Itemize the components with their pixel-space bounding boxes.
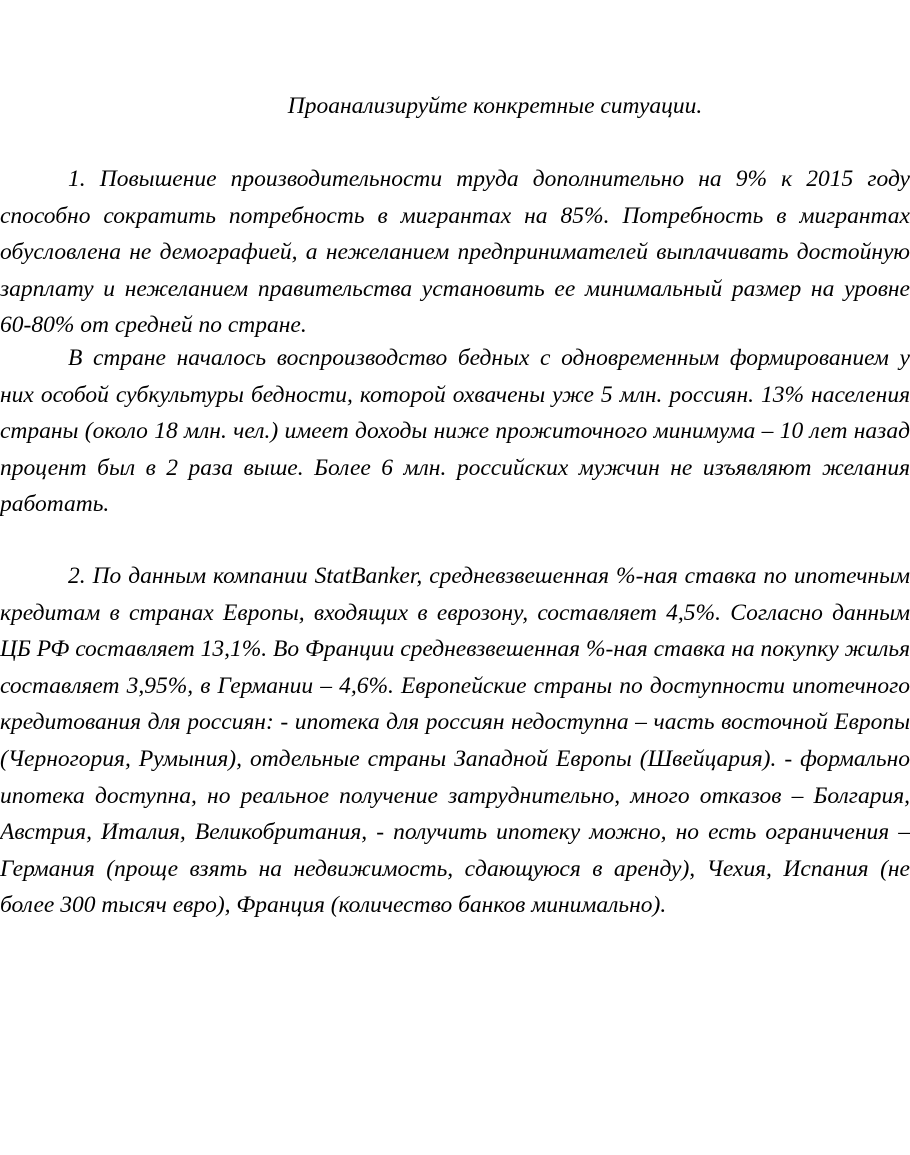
paragraph-situation-1: 1. Повышение производительности труда дополнительно на 9% к 2015 году способно сократить потребность в мигрантах на 85%. Потребность в мигрантах обусловлена не демографией, а нежеланием предпринимателей выплачивать достойную зарплату и нежеланием правительства установить ее минимальный размер на уровне 60-80% от средней по стране. [0,166,910,339]
paragraph-situation-2: 2. По данным компании StatBanker, средневзвешенная %-ная ставка по ипотечным кредитам в странах Европы, входящих в еврозону, составляет 4,5%. Согласно данным ЦБ РФ составляет 13,1%. Во Франции средневзвешенная %-ная ставка на покупку жилья составляет 3,95%, в Германии – 4,6%. Европейские страны по доступности ипотечного кредитования для россиян: - ипотека для россиян недоступна – часть восточной Европы (Черногория, Румыния), отдельные страны Западной Европы (Швейцария). - формально ипотека доступна, но реальное получение затруднительно, много отказов – Болгария, Австрия, Италия, Великобритания, - получить ипотеку можно, но есть ограничения – Германия (проще взять на недвижимость, сдающуюся в аренду), Чехия, Испания (не более 300 тысяч евро), Франция (количество банков минимально). [0,563,910,919]
document-title: Проанализируйте конкретные ситуации. [287,93,703,119]
paragraph-poverty: В стране началось воспроизводство бедных с одновременным формированием у них особой субкультуры бедности, которой охвачены уже 5 млн. россиян. 13% населения страны (около 18 млн. чел.) имеет доходы ниже прожиточного минимума – 10 лет назад процент был в 2 раза выше. Более 6 млн. российских мужчин не изъявляют желания работать. [0,345,910,518]
